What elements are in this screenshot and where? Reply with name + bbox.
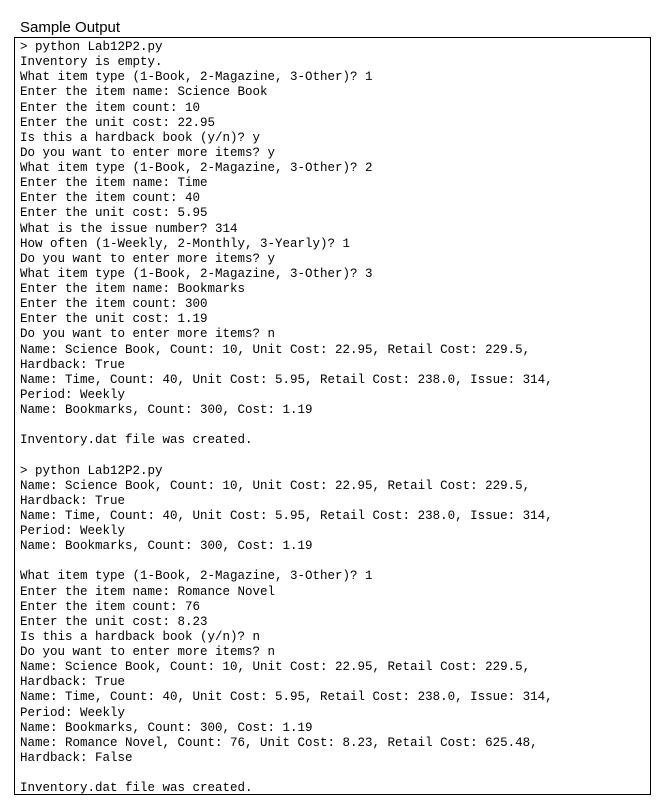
console-line: Name: Time, Count: 40, Unit Cost: 5.95, Retail Cost: 238.0, Issue: 314,: [20, 508, 553, 523]
console-line: Is this a hardback book (y/n)? n: [20, 629, 261, 644]
console-blank-line: [20, 448, 553, 463]
console-line: Hardback: True: [20, 675, 126, 690]
console-line: Name: Bookmarks, Count: 300, Cost: 1.19: [20, 539, 313, 554]
console-line: Inventory is empty.: [20, 55, 163, 70]
console-line: Enter the item name: Time: [20, 176, 208, 191]
console-line: What item type (1-Book, 2-Magazine, 3-Other)? 3: [20, 266, 373, 281]
console-line: Name: Science Book, Count: 10, Unit Cost: 22.95, Retail Cost: 229.5,: [20, 660, 531, 675]
console-line: Name: Bookmarks, Count: 300, Cost: 1.19: [20, 720, 313, 735]
console-line: Inventory.dat file was created.: [20, 781, 253, 795]
console-line: > python Lab12P2.py: [20, 463, 163, 478]
console-line: Do you want to enter more items? y: [20, 251, 276, 266]
console-blank-line: [20, 554, 553, 569]
console-line: Name: Time, Count: 40, Unit Cost: 5.95, Retail Cost: 238.0, Issue: 314,: [20, 372, 553, 387]
console-line: Period: Weekly: [20, 387, 126, 402]
console-output-box: [14, 37, 651, 795]
page-title: Sample Output: [20, 19, 121, 36]
console-line: Is this a hardback book (y/n)? y: [20, 130, 261, 145]
console-line: What item type (1-Book, 2-Magazine, 3-Other)? 1: [20, 569, 373, 584]
console-line: What item type (1-Book, 2-Magazine, 3-Other)? 1: [20, 70, 373, 85]
console-line: Name: Science Book, Count: 10, Unit Cost: 22.95, Retail Cost: 229.5,: [20, 478, 531, 493]
console-blank-line: [20, 766, 553, 781]
console-line: Hardback: True: [20, 493, 126, 508]
console-line: Do you want to enter more items? y: [20, 145, 276, 160]
console-output-lines: [20, 40, 553, 795]
console-line: > python Lab12P2.py: [20, 40, 163, 54]
console-blank-line: [20, 418, 553, 433]
console-line: Enter the unit cost: 8.23: [20, 614, 208, 629]
console-line: Name: Time, Count: 40, Unit Cost: 5.95, Retail Cost: 238.0, Issue: 314,: [20, 690, 553, 705]
console-line: What is the issue number? 314: [20, 221, 238, 236]
console-line: What item type (1-Book, 2-Magazine, 3-Other)? 2: [20, 161, 373, 175]
console-line: Enter the unit cost: 1.19: [20, 312, 208, 327]
console-line: Hardback: True: [20, 357, 126, 372]
console-line: Enter the item count: 40: [20, 191, 201, 206]
console-line: Enter the item name: Bookmarks: [20, 282, 246, 296]
console-line: Name: Romance Novel, Count: 76, Unit Cost: 8.23, Retail Cost: 625.48,: [20, 735, 538, 750]
console-line: Enter the item name: Science Book: [20, 85, 268, 100]
console-line: How often (1-Weekly, 2-Monthly, 3-Yearly)? 1: [20, 236, 351, 251]
console-line: Do you want to enter more items? n: [20, 327, 276, 342]
console-line: Name: Science Book, Count: 10, Unit Cost: 22.95, Retail Cost: 229.5,: [20, 342, 531, 357]
console-line: Inventory.dat file was created.: [20, 433, 253, 448]
console-line: Period: Weekly: [20, 705, 126, 720]
console-line: Hardback: False: [20, 750, 133, 765]
console-line: Enter the item name: Romance Novel: [20, 584, 276, 599]
console-line: Enter the item count: 300: [20, 297, 208, 312]
console-line: Enter the item count: 10: [20, 100, 201, 115]
console-line: Enter the item count: 76: [20, 599, 201, 614]
console-line: Name: Bookmarks, Count: 300, Cost: 1.19: [20, 403, 313, 417]
console-line: Period: Weekly: [20, 524, 126, 538]
console-line: Enter the unit cost: 5.95: [20, 206, 208, 221]
console-line: Enter the unit cost: 22.95: [20, 115, 216, 130]
console-line: Do you want to enter more items? n: [20, 645, 276, 659]
